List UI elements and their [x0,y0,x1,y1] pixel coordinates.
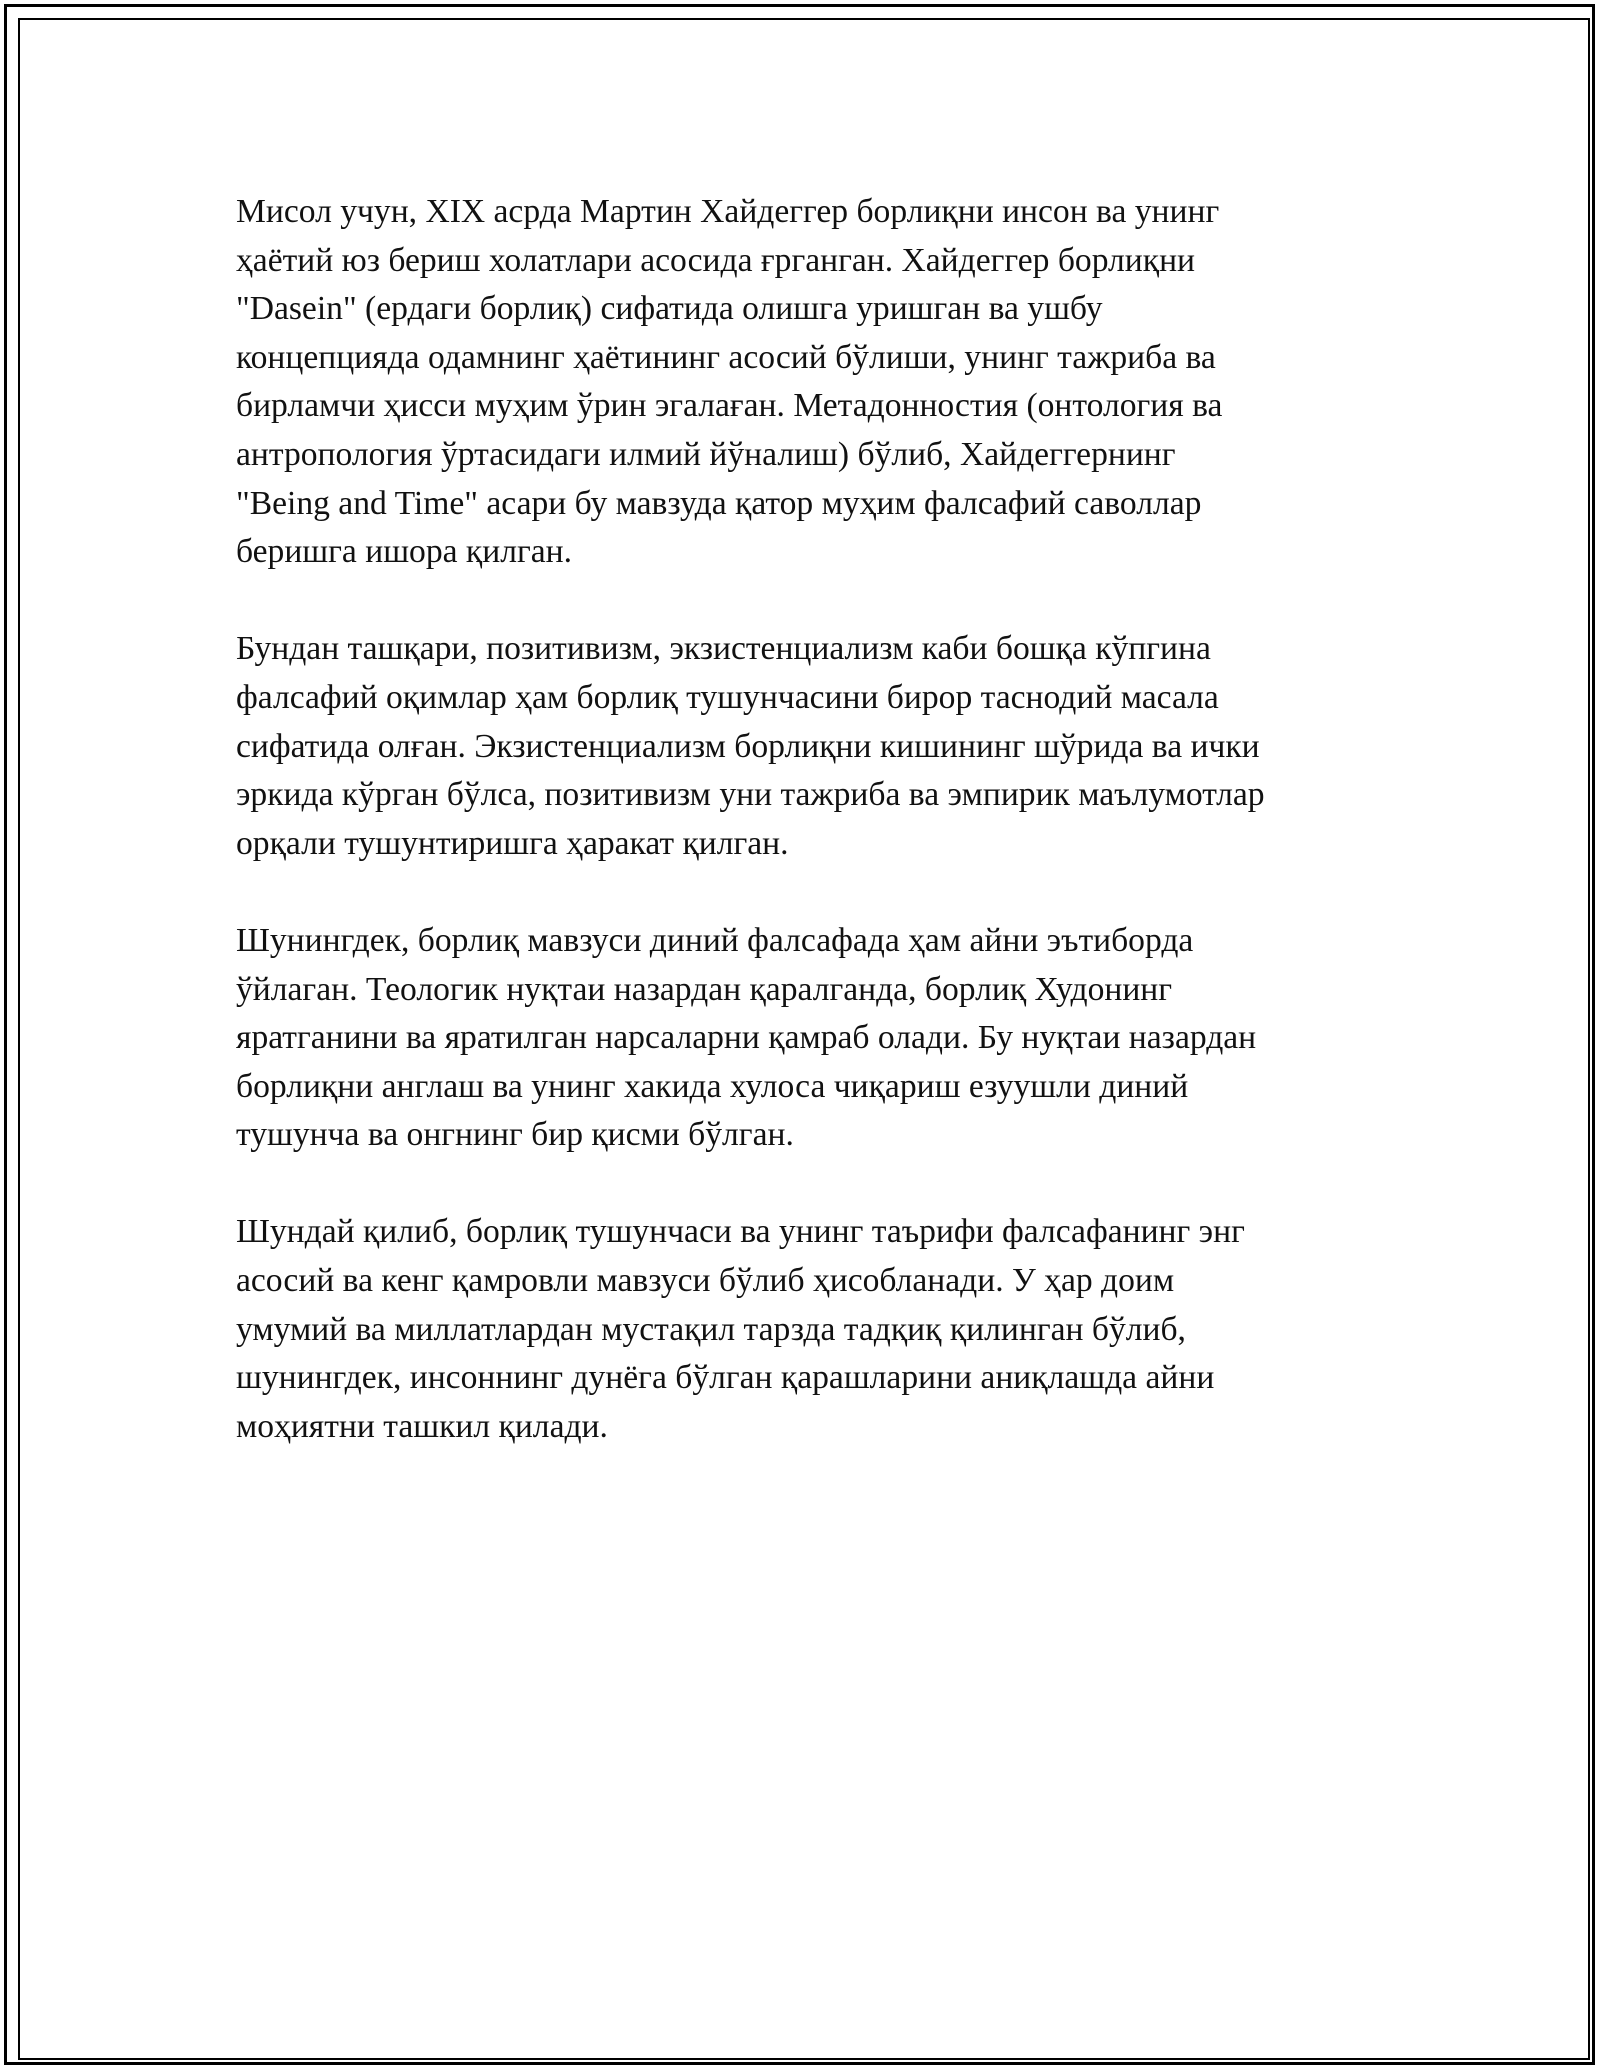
document-body [236,188,1376,1500]
paragraph-1: Мисол учун, XIX асрда Мартин Хайдеггер борлиқни инсон ва унинг ҳаётий юз бериш холатлари асосида ғрганган. Хайдеггер борлиқни "Dasein" (ердаги борлиқ) сифатида олишга уришган ва ушбу концепцияда одамнинг ҳаётининг асосий бўлиши, унинг тажриба ва бирламчи ҳисси муҳим ўрин эгалаған. Метадонностия (онтология ва антропология ўртасидаги илмий йўналиш) бўлиб, Хайдеггернинг "Being and Time" асари бу мавзуда қатор муҳим фалсафий саволлар беришга ишора қилган. [236,193,1223,571]
paragraph-3: Шунингдек, борлиқ мавзуси диний фалсафада ҳам айни эътиборда ўйлаган. Теологик нуқтаи назардан қаралганда, борлиқ Худонинг яратганини ва яратилган нарсаларни қамраб олади. Бу нуқтаи назардан борлиқни англаш ва унинг хакида хулоса чиқариш езуушли диний тушунча ва онгнинг бир қисми бўлган. [236,921,1257,1154]
paragraph-2: Бундан ташқари, позитивизм, экзистенциализм каби бошқа кўпгина фалсафий оқимлар ҳам борлиқ тушунчасини бирор таснодий масала сифатида олған. Экзистенциализм борлиқни кишининг шўрида ва ички эркида кўрган бўлса, позитивизм уни тажриба ва эмпирик маълумотлар орқали тушунтиришга ҳаракат қилган. [236,630,1265,862]
paragraph-4: Шундай қилиб, борлиқ тушунчаси ва унинг таърифи фалсафанинг энг асосий ва кенг қамровли мавзуси бўлиб ҳисобланади. У ҳар доим умумий ва миллатлардан мустақил тарзда тадқиқ қилинган бўлиб, шунингдек, инсоннинг дунёга бўлган қарашларини аниқлашда айни моҳиятни ташкил қилади. [236,1213,1245,1445]
